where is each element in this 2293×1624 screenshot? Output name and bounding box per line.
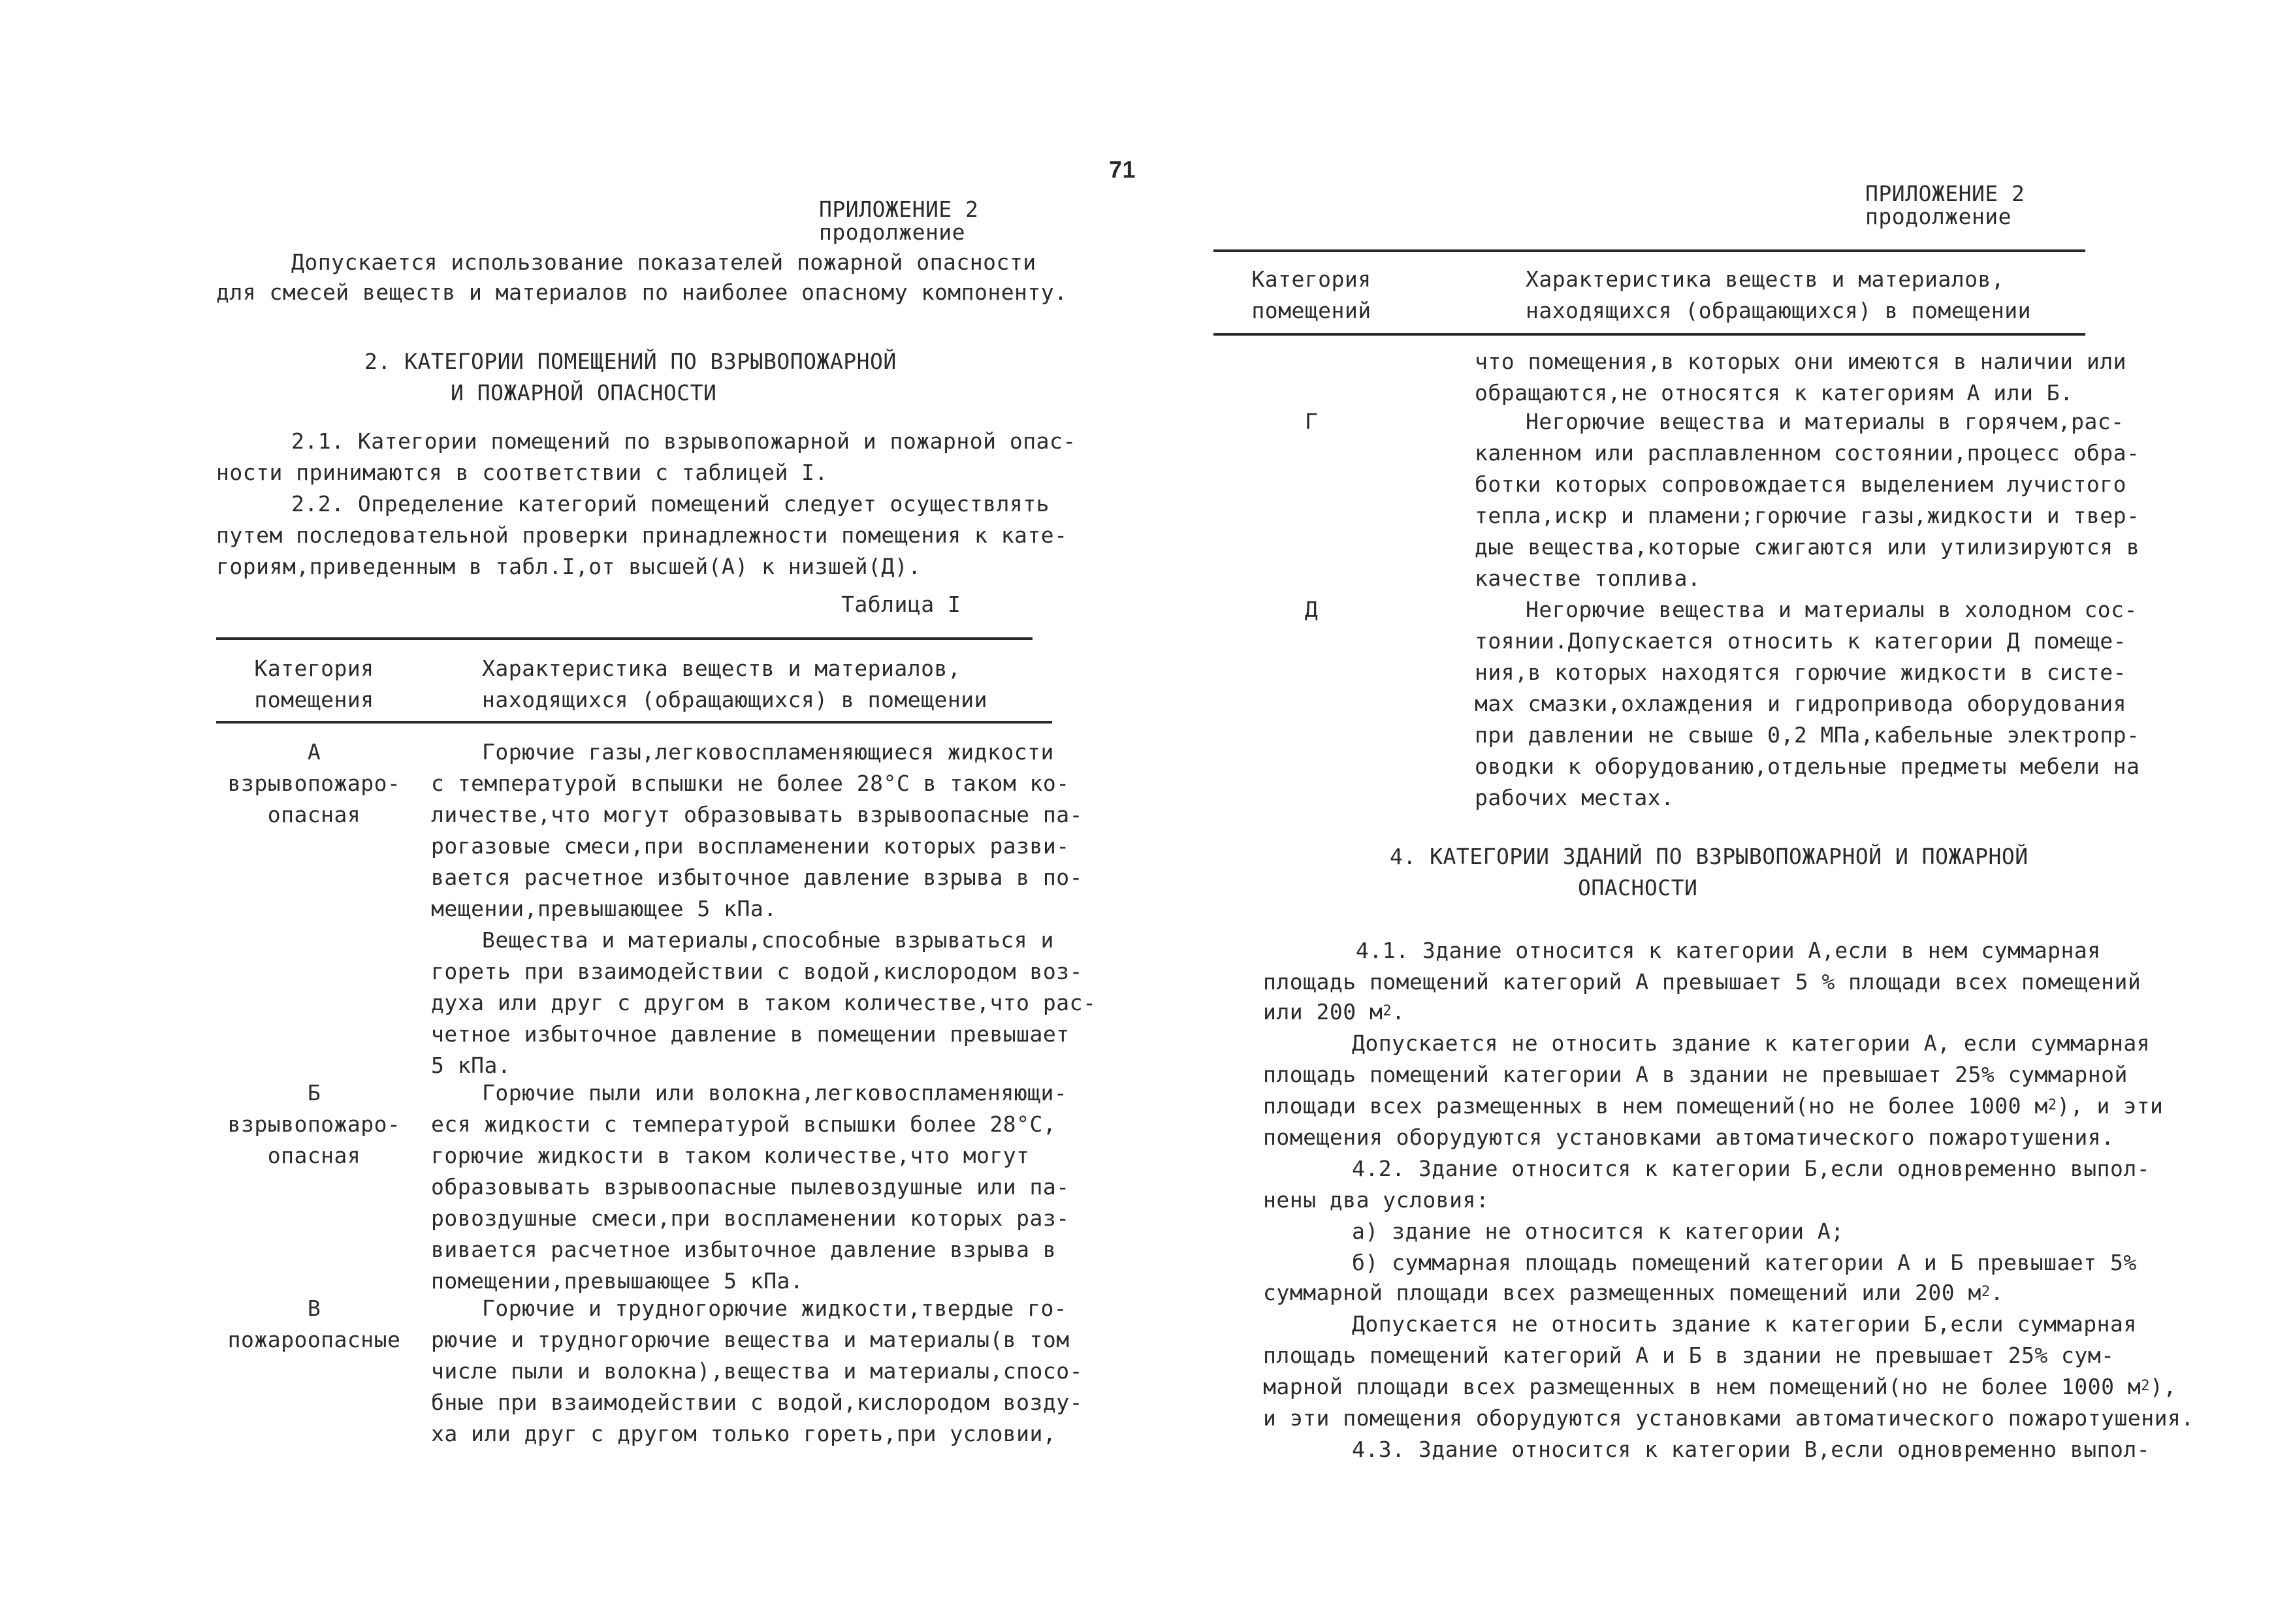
paragraph-line: нены два условия: xyxy=(1263,1187,1490,1213)
category-b: Б xyxy=(307,1080,321,1106)
body-line: ровоздушные смеси,при воспламенении которых раз- xyxy=(431,1205,1070,1231)
paragraph-line: площадь помещений категорий А и Б в здании не превышает 25% сум- xyxy=(1263,1343,2115,1368)
paragraph-line: Допускается не относить здание к категории А, если суммарная xyxy=(1352,1030,2151,1056)
category-a-desc: взрывопожаро- xyxy=(227,771,401,796)
body-line: оводки к оборудованию,отдельные предметы мебели на xyxy=(1475,754,2140,779)
paragraph-line: или 200 $м^2$. xyxy=(1263,999,1405,1025)
section-heading: 4. КАТЕГОРИИ ЗДАНИЙ ПО ВЗРЫВОПОЖАРНОЙ И ПОЖАРНОЙ xyxy=(1390,844,2028,869)
body-line: образовывать взрывоопасные пылевоздушные или па- xyxy=(431,1174,1070,1200)
body-line: 5 кПа. xyxy=(431,1053,511,1078)
category-a: А xyxy=(307,739,321,765)
body-line: рогазовые смеси,при воспламенении которых разви- xyxy=(431,833,1070,859)
body-line: Негорючие вещества и материалы в горячем,рас- xyxy=(1526,409,2125,434)
paragraph-line: площади всех размещенных в нем помещений(но не более 1000 $м^2$), и эти xyxy=(1263,1093,2164,1119)
category-a-desc: опасная xyxy=(267,802,361,827)
body-line: бные при взаимодействии с водой,кислородом возду- xyxy=(431,1390,1083,1415)
appendix-subtitle: продолжение xyxy=(819,219,966,245)
header-characteristics: Характеристика веществ и материалов, xyxy=(1526,266,2005,292)
body-line: мах смазки,охлаждения и гидропривода оборудования xyxy=(1475,691,2127,716)
paragraph-line: гориям,приведенным в табл.I,от высшей(А) к низшей(Д). xyxy=(216,554,922,579)
table-top-rule xyxy=(216,637,1033,640)
paragraph-line: площадь помещений категорий А превышает 5 % площади всех помещений xyxy=(1263,969,2141,995)
header-characteristics: находящихся (обращающихся) в помещении xyxy=(482,687,987,712)
header-category: помещения xyxy=(254,687,374,712)
paragraph-line: путем последовательной проверки принадлежности помещения к кате- xyxy=(216,522,1068,548)
paragraph-line: и эти помещения оборудуются установками автоматического пожаротушения. xyxy=(1263,1405,2194,1431)
category-v-desc: пожароопасные xyxy=(227,1327,401,1352)
body-line: тоянии.Допускается относить к категории Д помеще- xyxy=(1475,628,2127,654)
header-category: Категория xyxy=(1251,266,1371,292)
paragraph-line: суммарной площади всех размещенных помещений или 200 $м^2$. xyxy=(1263,1280,2004,1305)
body-line: что помещения,в которых они имеются в наличии или xyxy=(1475,349,2127,374)
body-line: обращаются,не относятся к категориям А или Б. xyxy=(1475,380,2074,406)
category-g: Г xyxy=(1304,409,1319,434)
body-line: каленном или расплавленном состоянии,процесс обра- xyxy=(1475,440,2140,466)
body-line: ботки которых сопровождается выделением лучистого xyxy=(1475,471,2127,497)
header-category: помещений xyxy=(1251,298,1371,323)
body-line: четное избыточное давление в помещении превышает xyxy=(431,1021,1070,1047)
body-line: при давлении не свыше 0,2 МПа,кабельные электропр- xyxy=(1475,722,2140,748)
header-characteristics: Характеристика веществ и материалов, xyxy=(482,656,961,681)
section-heading: ОПАСНОСТИ xyxy=(1578,875,1698,900)
intro-line: для смесей веществ и материалов по наиболее опасному компоненту. xyxy=(216,279,1068,305)
body-line: рючие и трудногорючие вещества и материалы(в том xyxy=(431,1327,1070,1352)
paragraph-line: а) здание не относится к категории А; xyxy=(1352,1218,1844,1244)
table-header-rule xyxy=(216,721,1052,724)
table-top-rule xyxy=(1213,249,2085,252)
page-number: 71 xyxy=(1109,156,1136,183)
appendix-title: ПРИЛОЖЕНИЕ 2 xyxy=(819,197,979,222)
body-line: еся жидкости с температурой вспышки более 28°С, xyxy=(431,1111,1057,1137)
body-line: личестве,что могут образовывать взрывоопасные па- xyxy=(431,802,1083,827)
header-category: Категория xyxy=(254,656,374,681)
appendix-title: ПРИЛОЖЕНИЕ 2 xyxy=(1865,181,2025,206)
body-line: Горючие газы,легковоспламеняющиеся жидкости xyxy=(482,739,1054,765)
category-d: Д xyxy=(1304,597,1319,622)
body-line: вивается расчетное избыточное давление взрыва в xyxy=(431,1237,1057,1262)
body-line: горючие жидкости в таком количестве,что могут xyxy=(431,1143,1030,1168)
body-line: с температурой вспышки не более 28°С в таком ко- xyxy=(431,771,1070,796)
paragraph-line: помещения оборудуются установками автоматического пожаротушения. xyxy=(1263,1124,2115,1150)
body-line: Негорючие вещества и материалы в холодном сос- xyxy=(1526,597,2138,622)
section-heading: И ПОЖАРНОЙ ОПАСНОСТИ xyxy=(451,380,717,406)
body-line: помещении,превышающее 5 кПа. xyxy=(431,1268,804,1294)
section-heading: 2. КАТЕГОРИИ ПОМЕЩЕНИЙ ПО ВЗРЫВОПОЖАРНОЙ xyxy=(364,349,897,374)
body-line: ния,в которых находятся горючие жидкости в систе- xyxy=(1475,660,2127,685)
paragraph-line: 2.1. Категории помещений по взрывопожарной и пожарной опас- xyxy=(291,428,1076,454)
paragraph-line: 4.3. Здание относится к категории В,если одновременно выпол- xyxy=(1352,1437,2151,1462)
appendix-subtitle: продолжение xyxy=(1865,204,2012,229)
paragraph-line: 4.1. Здание относится к категории А,если в нем суммарная xyxy=(1356,938,2101,963)
body-line: Горючие и трудногорючие жидкости,твердые го- xyxy=(482,1296,1068,1321)
paragraph-line: площадь помещений категории А в здании не превышает 25% суммарной xyxy=(1263,1062,2128,1087)
body-line: мещении,превышающее 5 кПа. xyxy=(431,896,777,921)
body-line: дые вещества,которые сжигаются или утилизируются в xyxy=(1475,534,2140,560)
header-characteristics: находящихся (обращающихся) в помещении xyxy=(1526,298,2031,323)
body-line: тепла,искр и пламени;горючие газы,жидкости и твер- xyxy=(1475,503,2140,528)
body-line: рабочих местах. xyxy=(1475,785,1675,810)
paragraph-line: ности принимаются в соответствии с таблицей I. xyxy=(216,460,828,485)
body-line: ха или друг с другом только гореть,при условии, xyxy=(431,1421,1057,1446)
body-line: Горючие пыли или волокна,легковоспламеняющи- xyxy=(482,1080,1068,1106)
body-line: Вещества и материалы,способные взрываться и xyxy=(482,927,1054,953)
paragraph-line: марной площади всех размещенных в нем помещений(но не более 1000 $м^2$), xyxy=(1263,1374,2177,1399)
paragraph-line: 4.2. Здание относится к категории Б,если одновременно выпол- xyxy=(1352,1156,2151,1181)
category-v: В xyxy=(307,1296,321,1321)
body-line: духа или друг с другом в таком количестве,что рас- xyxy=(431,990,1097,1015)
intro-line: Допускается использование показателей пожарной опасности xyxy=(291,249,1036,275)
table-caption: Таблица I xyxy=(841,592,961,617)
paragraph-line: Допускается не относить здание к категории Б,если суммарная xyxy=(1352,1311,2137,1337)
table-header-rule xyxy=(1213,333,2085,336)
body-line: качестве топлива. xyxy=(1475,565,1701,591)
category-b-desc: опасная xyxy=(267,1143,361,1168)
category-b-desc: взрывопожаро- xyxy=(227,1111,401,1137)
body-line: числе пыли и волокна),вещества и материалы,спосо- xyxy=(431,1358,1083,1384)
paragraph-line: б) суммарная площадь помещений категории А и Б превышает 5% xyxy=(1352,1250,2137,1275)
paragraph-line: 2.2. Определение категорий помещений следует осуществлять xyxy=(291,491,1050,517)
body-line: гореть при взаимодействии с водой,кислородом воз- xyxy=(431,959,1083,984)
body-line: вается расчетное избыточное давление взрыва в по- xyxy=(431,865,1083,890)
